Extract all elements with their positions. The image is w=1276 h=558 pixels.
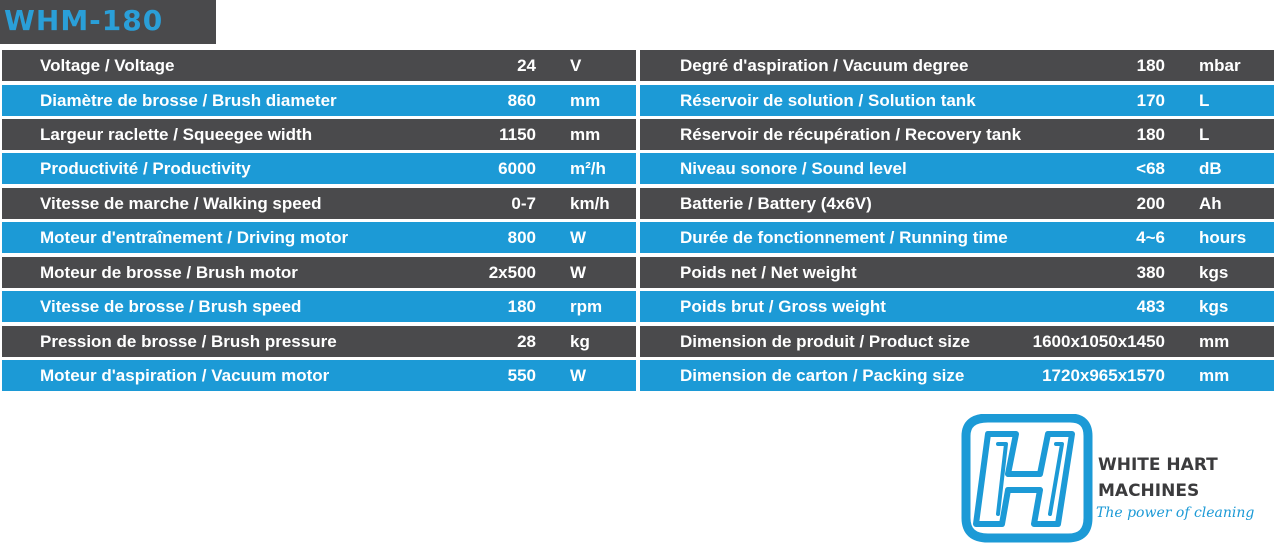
- spec-label: Moteur de brosse / Brush motor: [40, 263, 298, 282]
- model-title-tab: [0, 0, 216, 44]
- spec-label: Moteur d'entraînement / Driving motor: [40, 228, 349, 247]
- spec-value: 550: [507, 366, 536, 385]
- spec-value: 483: [1136, 297, 1165, 316]
- spec-row: [2, 119, 636, 150]
- spec-value: 170: [1136, 91, 1165, 110]
- spec-unit: W: [570, 228, 587, 247]
- spec-value: 6000: [498, 159, 536, 178]
- spec-label: Degré d'aspiration / Vacuum degree: [680, 56, 969, 75]
- spec-unit: rpm: [570, 297, 603, 316]
- model-title: WHM-180: [4, 4, 164, 37]
- spec-label: Dimension de produit / Product size: [680, 332, 970, 351]
- spec-unit: mbar: [1199, 56, 1241, 75]
- spec-value: 2x500: [488, 263, 536, 282]
- spec-value: 1720x965x1570: [1042, 366, 1165, 385]
- spec-unit: mm: [570, 125, 601, 144]
- spec-row: [2, 257, 636, 288]
- spec-unit: W: [570, 263, 587, 282]
- spec-label: Réservoir de solution / Solution tank: [680, 91, 976, 110]
- spec-label: Vitesse de marche / Walking speed: [40, 194, 322, 213]
- spec-unit: m²/h: [570, 159, 606, 178]
- spec-label: Diamètre de brosse / Brush diameter: [40, 91, 337, 110]
- spec-label: Moteur d'aspiration / Vacuum motor: [40, 366, 330, 385]
- spec-value: 180: [507, 297, 536, 316]
- spec-label: Pression de brosse / Brush pressure: [40, 332, 337, 351]
- spec-value: <68: [1136, 159, 1165, 178]
- spec-unit: hours: [1199, 228, 1247, 247]
- spec-value: 28: [517, 332, 536, 351]
- spec-label: Niveau sonore / Sound level: [680, 159, 907, 178]
- spec-value: 200: [1136, 194, 1165, 213]
- spec-value: 1150: [499, 125, 536, 144]
- spec-value: 800: [507, 228, 536, 247]
- spec-row: [640, 188, 1274, 219]
- spec-label: Batterie / Battery (4x6V): [680, 194, 872, 213]
- spec-unit: mm: [570, 91, 601, 110]
- spec-label: Durée de fonctionnement / Running time: [680, 228, 1008, 247]
- spec-value: 4~6: [1136, 228, 1165, 247]
- spec-unit: kg: [570, 332, 590, 351]
- spec-label: Vitesse de brosse / Brush speed: [40, 297, 302, 316]
- spec-row: [2, 360, 636, 391]
- spec-value: 1600x1050x1450: [1032, 332, 1165, 351]
- spec-row: [640, 291, 1274, 322]
- spec-unit: kgs: [1199, 297, 1229, 316]
- spec-row: [640, 360, 1274, 391]
- spec-label: Réservoir de récupération / Recovery tank: [680, 125, 1022, 144]
- spec-row: [2, 50, 636, 81]
- spec-row: [2, 326, 636, 357]
- spec-unit: W: [570, 366, 587, 385]
- spec-row: [2, 188, 636, 219]
- spec-unit: km/h: [570, 194, 610, 213]
- spec-unit: dB: [1199, 159, 1222, 178]
- spec-row: [2, 153, 636, 184]
- spec-unit: L: [1199, 125, 1210, 144]
- spec-row: [640, 257, 1274, 288]
- logo-emblem-icon: [966, 418, 1088, 538]
- spec-label: Poids net / Net weight: [680, 263, 857, 282]
- spec-label: Largeur raclette / Squeegee width: [40, 125, 313, 144]
- spec-unit: mm: [1199, 366, 1230, 385]
- brand-name-line2: MACHINES: [1098, 481, 1200, 501]
- spec-label: Dimension de carton / Packing size: [680, 366, 965, 385]
- spec-row: [640, 153, 1274, 184]
- spec-value: 24: [517, 56, 536, 75]
- brand-tagline: The power of cleaning: [1096, 505, 1255, 521]
- spec-row: [2, 291, 636, 322]
- spec-label: Voltage / Voltage: [40, 56, 175, 75]
- spec-row: [640, 50, 1274, 81]
- spec-unit: L: [1199, 91, 1210, 110]
- spec-value: 180: [1136, 56, 1165, 75]
- spec-label: Poids brut / Gross weight: [680, 297, 886, 316]
- spec-value: 380: [1136, 263, 1165, 282]
- white-hart-logo: [958, 414, 1268, 544]
- spec-value: 860: [507, 91, 536, 110]
- spec-row: [640, 326, 1274, 357]
- brand-name-line1: WHITE HART: [1098, 455, 1218, 475]
- spec-row: [640, 85, 1274, 116]
- spec-unit: Ah: [1199, 194, 1222, 213]
- spec-row: [640, 119, 1274, 150]
- spec-row: [640, 222, 1274, 253]
- spec-unit: kgs: [1199, 263, 1229, 282]
- spec-value: 0-7: [511, 194, 536, 213]
- spec-unit: V: [570, 56, 582, 75]
- spec-row: [2, 85, 636, 116]
- spec-row: [2, 222, 636, 253]
- spec-label: Productivité / Productivity: [40, 159, 251, 178]
- spec-unit: mm: [1199, 332, 1230, 351]
- spec-value: 180: [1136, 125, 1165, 144]
